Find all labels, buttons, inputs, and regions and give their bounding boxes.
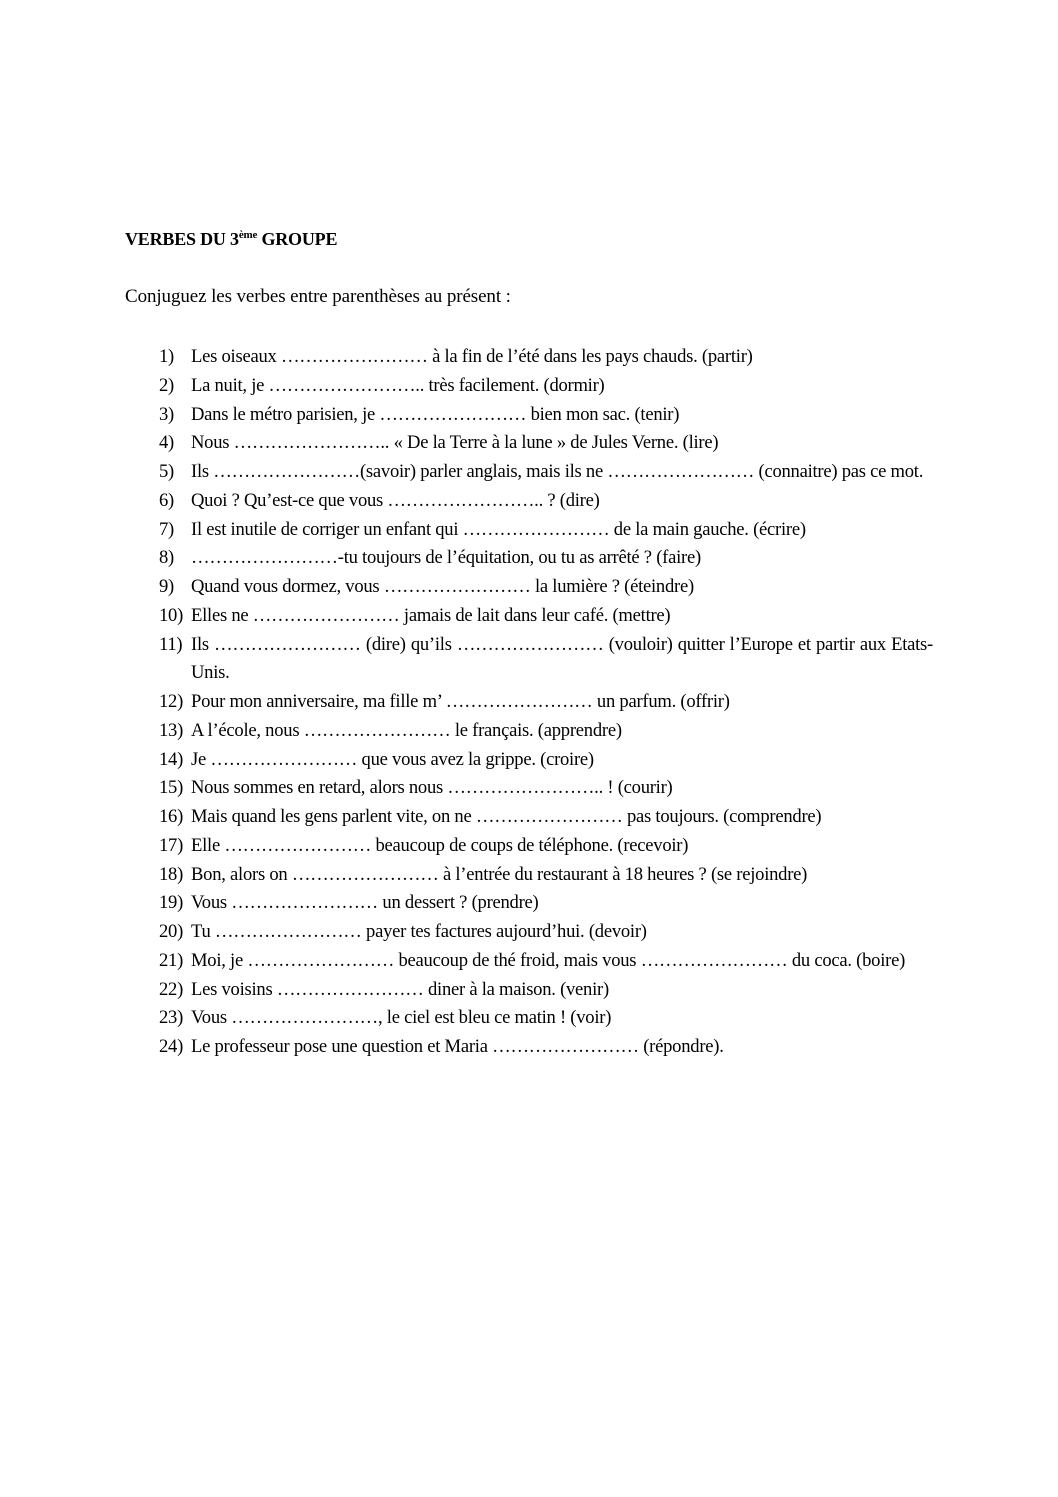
exercise-number: 18) bbox=[159, 863, 184, 885]
exercise-text: A l’école, nous …………………… le français. (apprendre) bbox=[191, 719, 622, 741]
exercise-item bbox=[159, 487, 933, 516]
exercise-item bbox=[159, 429, 933, 458]
exercise-text: Pour mon anniversaire, ma fille m’ …………………… un parfum. (offrir) bbox=[191, 691, 730, 712]
exercise-item bbox=[159, 861, 933, 890]
exercise-item bbox=[159, 832, 933, 861]
exercise-item bbox=[159, 889, 933, 918]
exercise-item bbox=[159, 573, 933, 602]
exercise-item bbox=[159, 918, 933, 947]
exercise-number: 6) bbox=[159, 489, 174, 511]
exercise-number: 19) bbox=[159, 892, 184, 914]
exercise-number: 13) bbox=[159, 719, 184, 741]
exercise-text: ……………………-tu toujours de l’équitation, ou tu as arrêté ? (faire) bbox=[191, 547, 701, 569]
exercise-number: 5) bbox=[159, 461, 174, 482]
exercise-text: Mais quand les gens parlent vite, on ne …………………… pas toujours. (comprendre) bbox=[191, 806, 822, 827]
instruction-text: Conjuguez les verbes entre parenthèses au présent : bbox=[125, 286, 511, 307]
exercise-number: 17) bbox=[159, 834, 184, 856]
exercise-item bbox=[159, 544, 933, 573]
exercise-number: 3) bbox=[159, 403, 174, 425]
exercise-text: Nous sommes en retard, alors nous …………………….. ! (courir) bbox=[191, 777, 673, 799]
exercise-number: 14) bbox=[159, 748, 184, 770]
exercise-number: 9) bbox=[159, 576, 174, 597]
exercise-text: Le professeur pose une question et Maria …………………… (répondre). bbox=[191, 1036, 724, 1057]
exercise-number: 15) bbox=[159, 777, 184, 799]
exercise-item bbox=[159, 947, 933, 976]
exercise-number: 11) bbox=[159, 633, 183, 655]
worksheet-title bbox=[125, 229, 337, 250]
exercise-text: Elle …………………… beaucoup de coups de téléphone. (recevoir) bbox=[191, 834, 689, 856]
exercise-text: Quand vous dormez, vous …………………… la lumière ? (éteindre) bbox=[191, 576, 694, 597]
exercise-text: Nous …………………….. « De la Terre à la lune » de Jules Verne. (lire) bbox=[191, 432, 719, 454]
exercise-text: Bon, alors on …………………… à l’entrée du restaurant à 18 heures ? (se rejoindre) bbox=[191, 863, 808, 885]
exercise-item bbox=[159, 774, 933, 803]
exercise-item bbox=[159, 717, 933, 746]
exercise-number: 10) bbox=[159, 604, 184, 626]
exercise-item bbox=[159, 343, 933, 372]
exercise-item bbox=[159, 976, 933, 1005]
exercise-number: 8) bbox=[159, 547, 174, 569]
exercise-item bbox=[159, 602, 933, 631]
exercise-item bbox=[159, 688, 933, 717]
title-suffix: GROUPE bbox=[257, 229, 338, 249]
exercise-text: Dans le métro parisien, je …………………… bien mon sac. (tenir) bbox=[191, 403, 680, 425]
exercise-text: Il est inutile de corriger un enfant qui …………………… de la main gauche. (écrire) bbox=[191, 518, 806, 540]
exercise-number: 7) bbox=[159, 518, 174, 540]
exercise-number: 4) bbox=[159, 432, 174, 454]
exercise-item bbox=[159, 746, 933, 775]
exercise-number: 16) bbox=[159, 806, 184, 827]
title-prefix: VERBES DU 3 bbox=[125, 229, 239, 249]
exercise-text: La nuit, je …………………….. très facilement. (dormir) bbox=[191, 374, 605, 396]
exercise-number: 24) bbox=[159, 1036, 184, 1057]
exercise-item bbox=[159, 631, 933, 689]
exercise-number: 23) bbox=[159, 1007, 184, 1029]
exercise-number: 20) bbox=[159, 921, 184, 942]
exercise-text: Quoi ? Qu’est-ce que vous …………………….. ? (dire) bbox=[191, 489, 600, 511]
exercise-item bbox=[159, 1004, 933, 1033]
exercise-text: Je …………………… que vous avez la grippe. (croire) bbox=[191, 748, 594, 770]
exercise-item bbox=[159, 803, 933, 832]
exercise-text: Vous ……………………, le ciel est bleu ce matin ! (voir) bbox=[191, 1007, 612, 1029]
exercise-text: Les oiseaux …………………… à la fin de l’été dans les pays chauds. (partir) bbox=[191, 346, 753, 367]
exercise-text: Tu …………………… payer tes factures aujourd’hui. (devoir) bbox=[191, 921, 647, 942]
exercise-text: Vous …………………… un dessert ? (prendre) bbox=[191, 892, 539, 914]
exercise-text: Ils ……………………(savoir) parler anglais, mais ils ne …………………… (connaitre) pas ce mot. bbox=[191, 461, 924, 482]
exercise-list bbox=[159, 343, 933, 1062]
exercise-number: 2) bbox=[159, 374, 174, 396]
exercise-item bbox=[159, 458, 933, 487]
exercise-item bbox=[159, 1033, 933, 1062]
exercise-text: Ils …………………… (dire) qu’ils …………………… (vouloir) quitter l’Europe et partir aux Etats-Unis. bbox=[191, 633, 933, 684]
exercise-item bbox=[159, 401, 933, 430]
exercise-text: Moi, je …………………… beaucoup de thé froid, mais vous …………………… du coca. (boire) bbox=[191, 949, 906, 971]
exercise-number: 22) bbox=[159, 978, 184, 1000]
exercise-text: Elles ne …………………… jamais de lait dans leur café. (mettre) bbox=[191, 604, 671, 626]
title-superscript: ème bbox=[238, 229, 258, 241]
exercise-number: 12) bbox=[159, 691, 184, 712]
exercise-item bbox=[159, 516, 933, 545]
exercise-number: 1) bbox=[159, 346, 174, 367]
exercise-number: 21) bbox=[159, 949, 184, 971]
exercise-item bbox=[159, 372, 933, 401]
exercise-text: Les voisins …………………… diner à la maison. (venir) bbox=[191, 978, 609, 1000]
